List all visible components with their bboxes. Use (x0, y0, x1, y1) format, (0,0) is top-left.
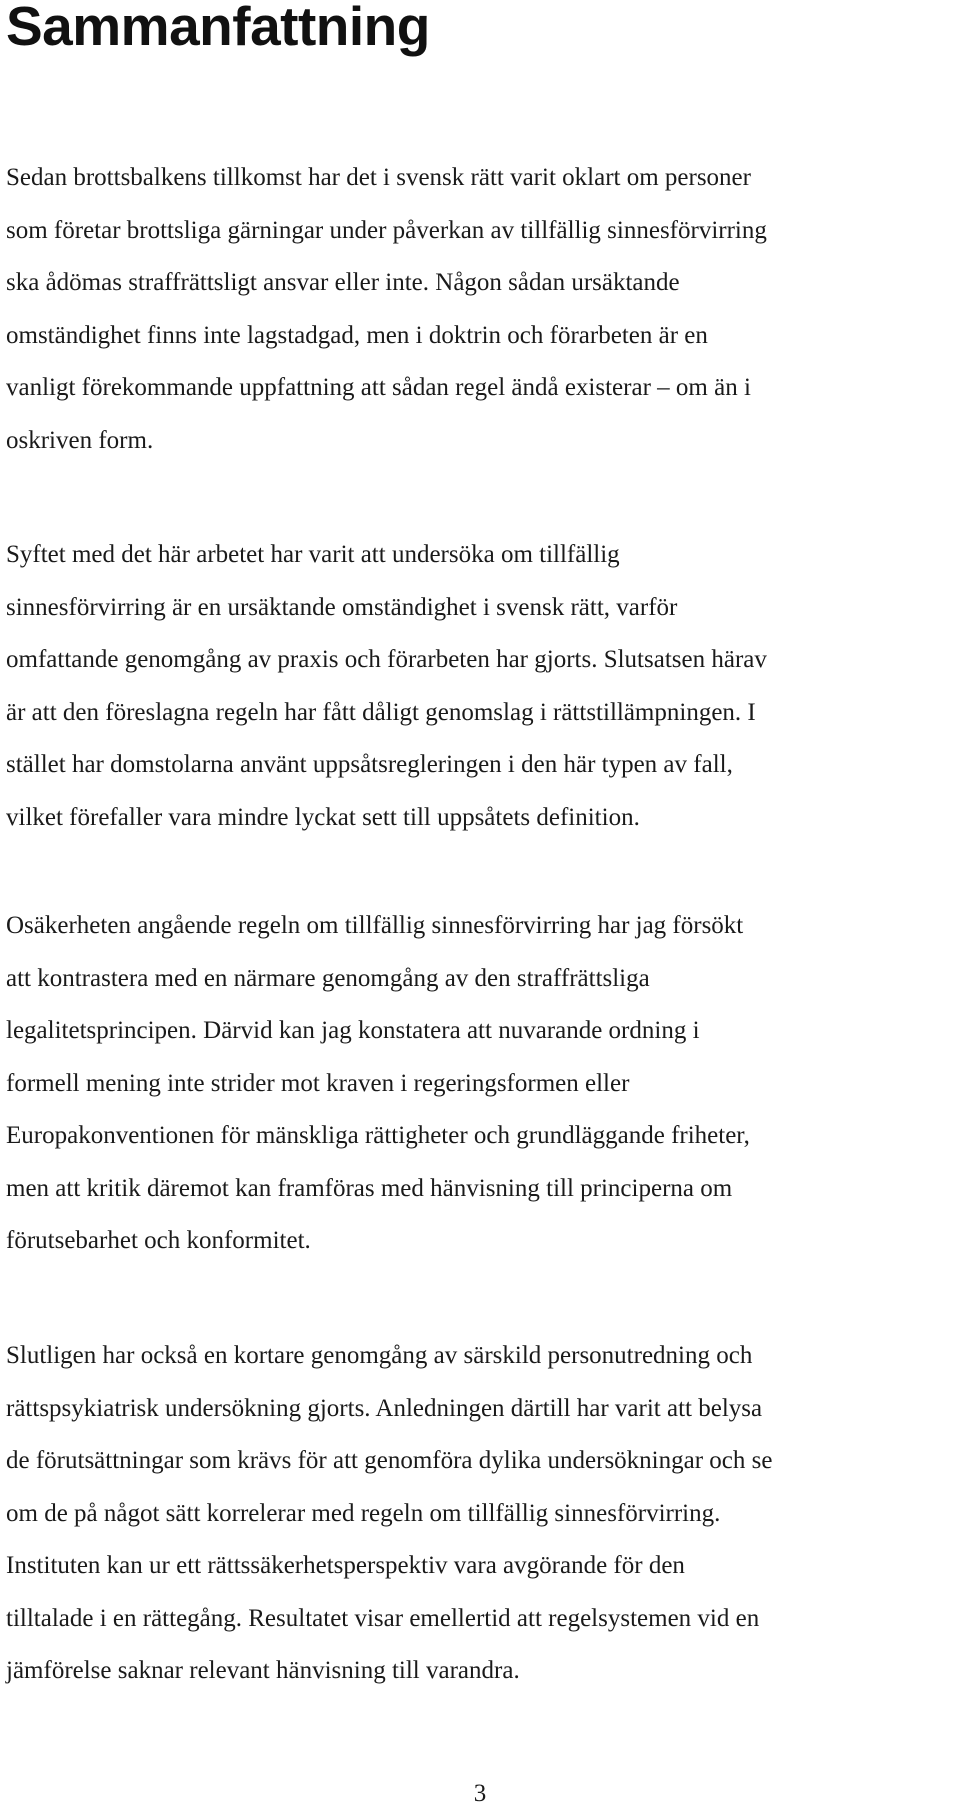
paragraph-4 (6, 1330, 960, 1698)
text-line: legalitetsprincipen. Därvid kan jag konstatera att nuvarande ordning i (6, 1017, 700, 1044)
text-line: jämförelse saknar relevant hänvisning till varandra. (6, 1657, 520, 1684)
page-number: 3 (473, 1780, 487, 1807)
paragraph-3 (6, 900, 960, 1268)
text-line: vanligt förekommande uppfattning att sådan regel ändå existerar – om än i (6, 374, 751, 401)
text-line: Slutligen har också en kortare genomgång av särskild personutredning och (6, 1342, 753, 1369)
text-line: omständighet finns inte lagstadgad, men i doktrin och förarbeten är en (6, 321, 708, 349)
text-line: de förutsättningar som krävs för att genomföra dylika undersökningar och se (6, 1447, 773, 1474)
text-line: sinnesförvirring är en ursäktande omständighet i svensk rätt, varför (6, 593, 678, 621)
text-line: som företar brottsliga gärningar under påverkan av tillfällig sinnesförvirring (6, 216, 767, 244)
text-line: rättspsykiatrisk undersökning gjorts. Anledningen därtill har varit att belysa (6, 1394, 763, 1422)
text-line: oskriven form. (6, 426, 154, 454)
paragraph-2 (6, 529, 960, 844)
text-line: tilltalade i en rättegång. Resultatet visar emellertid att regelsystemen vid en (6, 1604, 760, 1632)
text-line: formell mening inte strider mot kraven i regeringsformen eller (6, 1069, 630, 1097)
text-line: om de på något sätt korrelerar med regeln om tillfällig sinnesförvirring. (6, 1499, 721, 1527)
text-line: vilket förefaller vara mindre lyckat sett till uppsåtets definition. (6, 803, 640, 831)
text-line: är att den föreslagna regeln har fått dåligt genomslag i rättstillämpningen. I (6, 698, 756, 726)
text-line: ska ådömas straffrättsligt ansvar eller inte. Någon sådan ursäktande (6, 269, 680, 296)
text-line: förutsebarhet och konformitet. (6, 1227, 311, 1254)
text-line: omfattande genomgång av praxis och förarbeten har gjorts. Slutsatsen härav (6, 646, 767, 673)
text-line: Sedan brottsbalkens tillkomst har det i svensk rätt varit oklart om personer (6, 164, 751, 191)
text-line: stället har domstolarna använt uppsåtsregleringen i den här typen av fall, (6, 751, 733, 778)
page-heading: Sammanfattning (6, 0, 430, 57)
text-line: Osäkerheten angående regeln om tillfällig sinnesförvirring har jag försökt (6, 912, 744, 939)
paragraph-1 (6, 152, 960, 467)
text-line: Europakonventionen för mänskliga rättigheter och grundläggande friheter, (6, 1122, 750, 1149)
text-line: Instituten kan ur ett rättssäkerhetsperspektiv vara avgörande för den (6, 1552, 685, 1579)
text-line: men att kritik däremot kan framföras med hänvisning till principerna om (6, 1174, 733, 1202)
text-line: Syftet med det här arbetet har varit att undersöka om tillfällig (6, 541, 620, 568)
text-line: att kontrastera med en närmare genomgång av den straffrättsliga (6, 964, 650, 992)
